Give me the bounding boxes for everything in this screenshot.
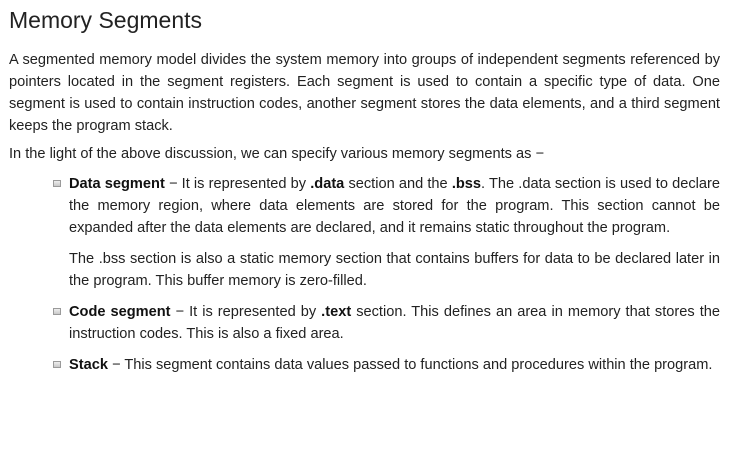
bss-keyword: .bss bbox=[451, 176, 482, 192]
data-keyword: .data bbox=[310, 176, 345, 192]
square-bullet-icon bbox=[53, 180, 61, 187]
list-item-stack bbox=[69, 354, 720, 376]
lead-paragraph: In the light of the above discussion, we can specify various memory segments as − bbox=[9, 146, 544, 162]
text-keyword: .text bbox=[321, 304, 352, 320]
segment-list bbox=[9, 173, 720, 376]
square-bullet-icon bbox=[53, 361, 61, 368]
code-segment-text: Code segment − It is represented by .text section. This defines an area in memory that stores the instruction codes. This is also a fixed area. bbox=[69, 304, 720, 342]
bss-section-paragraph: The .bss section is also a static memory section that contains buffers for data to be declared later in the program. This buffer memory is zero-filled. bbox=[69, 251, 720, 289]
square-bullet-icon bbox=[53, 308, 61, 315]
list-item-data-segment bbox=[69, 173, 720, 292]
stack-text: Stack − This segment contains data values passed to functions and procedures within the program. bbox=[69, 357, 713, 373]
stack-term: Stack bbox=[69, 357, 108, 373]
data-segment-text: Data segment − It is represented by .data section and the .bss. The .data section is used to declare the memory region, where data elements are stored for the program. This section cannot be expanded after the data elements are declared, and it remains static throughout the program. bbox=[69, 176, 720, 236]
page-title: Memory Segments bbox=[9, 7, 203, 33]
data-segment-term: Data segment bbox=[69, 176, 165, 192]
code-segment-term: Code segment bbox=[69, 304, 171, 320]
list-item-code-segment bbox=[69, 301, 720, 345]
intro-paragraph: A segmented memory model divides the system memory into groups of independent segments referenced by pointers located in the segment registers. Each segment is used to contain a specific type of data. One segment is used to contain instruction codes, another segment stores the data elements, and a third segment keeps the program stack. bbox=[9, 52, 720, 134]
